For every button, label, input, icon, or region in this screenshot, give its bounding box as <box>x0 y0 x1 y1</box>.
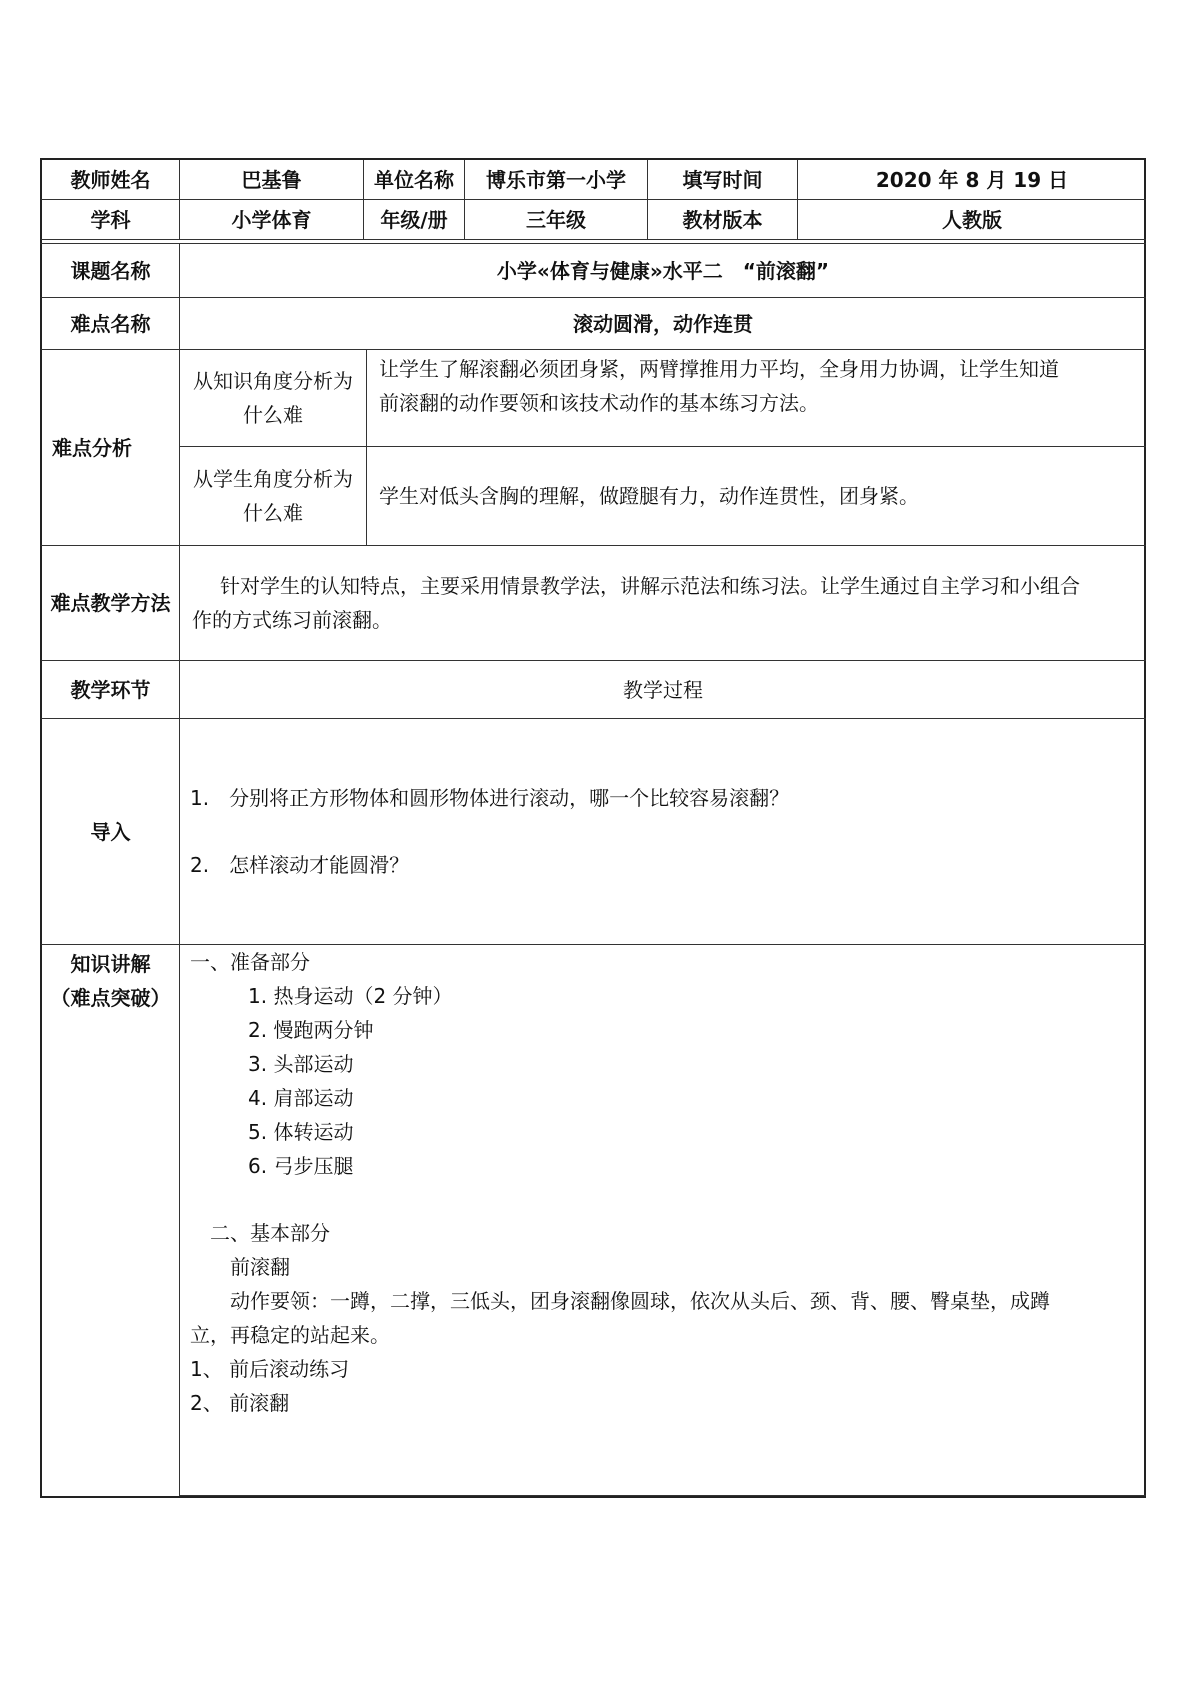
unit-label: 单位名称 <box>364 160 465 200</box>
student-angle-label-line1: 从学生角度分析为 <box>193 467 353 491</box>
knowledge-angle-text-line1: 让学生了解滚翻必须团身紧，两臂撑推用力平均，全身用力协调，让学生知道 <box>379 357 1059 381</box>
difficulty-row <box>40 298 1146 350</box>
part1-item: 2. 慢跑两分钟 <box>248 1018 374 1042</box>
subject-value: 小学体育 <box>180 200 364 240</box>
knowledge-label-line2: （难点突破） <box>50 986 171 1010</box>
analysis-row <box>40 350 1146 546</box>
knowledge-angle-text-line2: 前滚翻的动作要领和该技术动作的基本练习方法。 <box>379 391 819 415</box>
info-row-1 <box>40 160 1146 200</box>
intro-content <box>180 719 1146 945</box>
knowledge-angle-label-line2: 什么难 <box>243 403 303 427</box>
topic-label: 课题名称 <box>40 244 180 298</box>
student-angle-label <box>180 447 367 546</box>
method-row <box>40 546 1146 661</box>
part1-item: 4. 肩部运动 <box>248 1086 354 1110</box>
knowledge-row <box>40 945 1146 1496</box>
student-angle-text: 学生对低头含胸的理解，做蹬腿有力，动作连贯性，团身紧。 <box>367 447 1146 546</box>
method-label: 难点教学方法 <box>40 546 180 661</box>
knowledge-content <box>180 945 1146 1496</box>
time-label: 填写时间 <box>648 160 798 200</box>
process-header-row <box>40 661 1146 719</box>
table-bottom-border <box>40 1496 1146 1498</box>
teacher-value: 巴基鲁 <box>180 160 364 200</box>
process-content-label: 教学过程 <box>180 661 1146 719</box>
method-text <box>180 546 1146 661</box>
part2-essentials-line1: 动作要领：一蹲，二撑，三低头，团身滚翻像圆球，依次从头后、颈、背、腰、臀桌垫，成蹲 <box>230 1289 1050 1313</box>
knowledge-angle-label <box>180 350 367 447</box>
intro-row <box>40 719 1146 945</box>
knowledge-label <box>40 945 180 1496</box>
student-angle-label-line2: 什么难 <box>243 501 303 525</box>
knowledge-angle-text <box>367 350 1146 447</box>
time-value: 2020 年 8 月 19 日 <box>798 160 1146 200</box>
teacher-label: 教师姓名 <box>40 160 180 200</box>
edition-label: 教材版本 <box>648 200 798 240</box>
analysis-label: 难点分析 <box>40 350 180 546</box>
info-row-2 <box>40 200 1146 240</box>
difficulty-value: 滚动圆滑，动作连贯 <box>180 298 1146 350</box>
part2-essentials-line2: 立，再稳定的站起来。 <box>190 1323 390 1347</box>
edition-value: 人教版 <box>798 200 1146 240</box>
part1-item: 5. 体转运动 <box>248 1120 354 1144</box>
part2-subtitle: 前滚翻 <box>230 1255 290 1279</box>
part1-item: 3. 头部运动 <box>248 1052 354 1076</box>
grade-value: 三年级 <box>465 200 648 240</box>
part2-title: 二、基本部分 <box>210 1221 330 1245</box>
difficulty-label: 难点名称 <box>40 298 180 350</box>
part1-title: 一、准备部分 <box>190 950 310 974</box>
process-stage-label: 教学环节 <box>40 661 180 719</box>
unit-value: 博乐市第一小学 <box>465 160 648 200</box>
intro-question-1: 1. 分别将正方形物体和圆形物体进行滚动，哪一个比较容易滚翻？ <box>190 786 790 810</box>
knowledge-label-line1: 知识讲解 <box>70 952 151 976</box>
topic-row <box>40 244 1146 298</box>
subject-label: 学科 <box>40 200 180 240</box>
part1-item: 6. 弓步压腿 <box>248 1154 354 1178</box>
method-text-line1: 针对学生的认知特点，主要采用情景教学法，讲解示范法和练习法。让学生通过自主学习和小组合 <box>220 574 1080 598</box>
exercise-item-1: 1、 前后滚动练习 <box>190 1357 350 1381</box>
exercise-item-2: 2、 前滚翻 <box>190 1391 290 1415</box>
topic-value: 小学«体育与健康»水平二 “前滚翻” <box>180 244 1146 298</box>
intro-question-2: 2. 怎样滚动才能圆滑？ <box>190 853 410 877</box>
grade-label: 年级/册 <box>364 200 465 240</box>
knowledge-angle-label-line1: 从知识角度分析为 <box>193 369 353 393</box>
method-text-line2: 作的方式练习前滚翻。 <box>192 608 392 632</box>
part1-item: 1. 热身运动（2 分钟） <box>248 984 453 1008</box>
analysis-subtable <box>180 350 1146 546</box>
intro-label: 导入 <box>40 719 180 945</box>
